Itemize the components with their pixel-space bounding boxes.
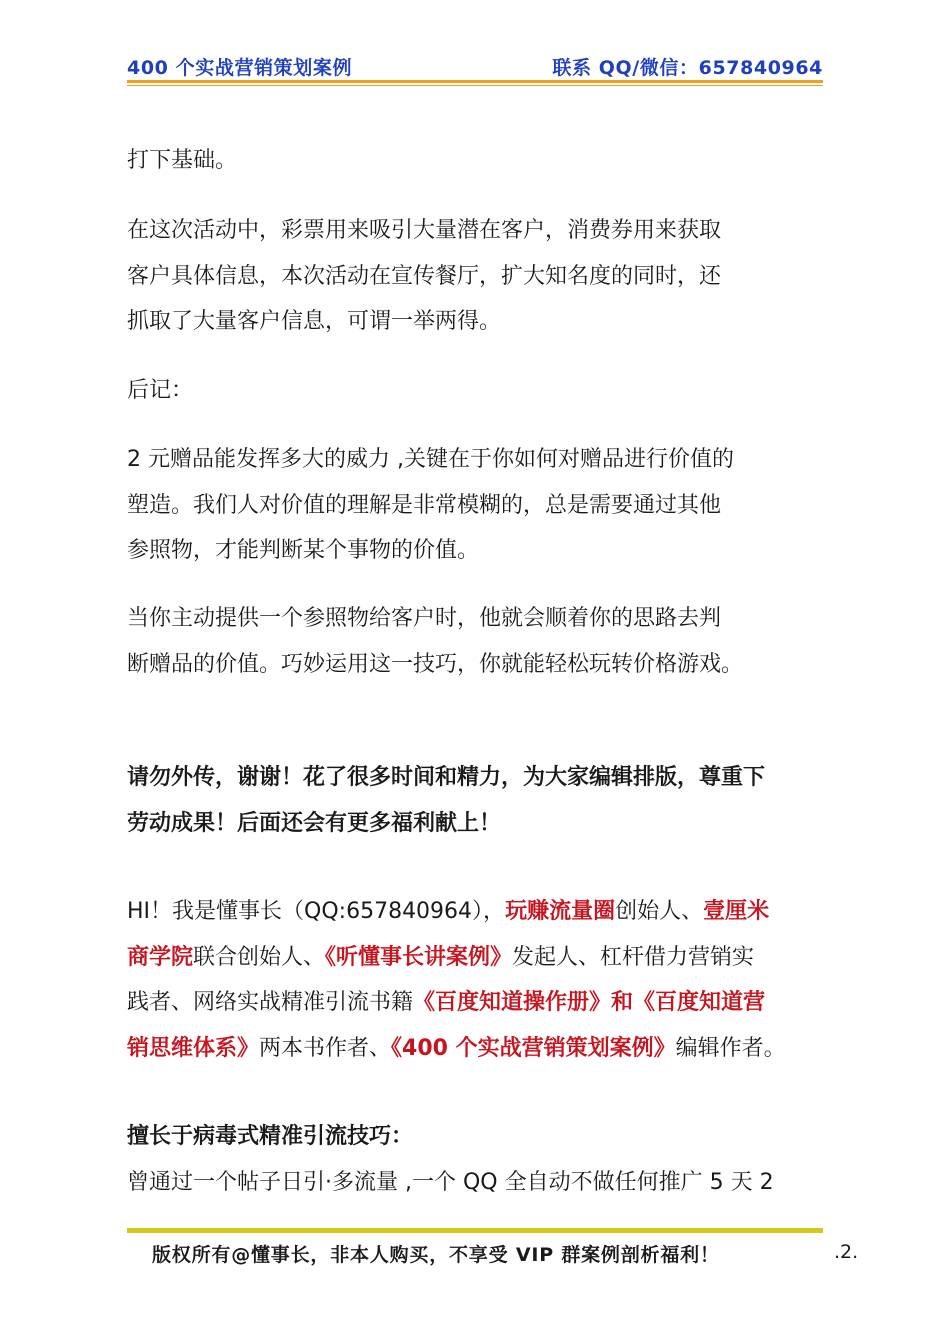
- text-line: 后记：: [127, 378, 194, 403]
- text-line: 劳动成果！后面还会有更多福利献上！: [127, 810, 502, 836]
- text-line: 客户具体信息，本次活动在宣传餐厅，扩大知名度的同时，还: [127, 263, 722, 289]
- bio-paragraph: [127, 889, 827, 1071]
- page-number: .2.: [834, 1241, 859, 1263]
- highlight-text: 《400 个实战营销策划案例》: [391, 1035, 676, 1061]
- text-line: 请勿外传，谢谢！花了很多时间和精力，为大家编辑排版，尊重下: [127, 765, 766, 790]
- text-line: 曾通过一个帖子日引·多流量 ,一个 QQ 全自动不做任何推广 5 天 2: [127, 1169, 774, 1195]
- highlight-text: 《听懂事长讲案例》: [325, 944, 513, 970]
- highlight-text: 商学院: [127, 944, 194, 970]
- highlight-text: 壹厘米: [703, 899, 770, 924]
- bio-text: 编辑作者。: [675, 1035, 786, 1061]
- bio-text: 两本书作者、: [259, 1035, 392, 1061]
- footer-copyright: 版权所有@懂事长，非本人购买，不享受 VIP 群案例剖析福利！: [152, 1244, 720, 1266]
- notice-paragraph: [127, 755, 827, 846]
- text-line: 抓取了大量客户信息，可谓一举两得。: [127, 309, 502, 334]
- paragraph-5: [127, 596, 827, 687]
- text-line: 塑造。我们人对价值的理解是非常模糊的，总是需要通过其他: [127, 492, 722, 518]
- text-line: [127, 935, 827, 981]
- paragraph-2: [127, 208, 827, 345]
- bio-text: 践者、网络实战精准引流书籍: [127, 990, 414, 1015]
- text-line: 当你主动提供一个参照物给客户时，他就会顺着你的思路去判: [127, 606, 722, 631]
- text-line: 2 元赠品能发挥多大的威力 ,关键在于你如何对赠品进行价值的: [127, 447, 734, 472]
- bio-text: 发起人、杠杆借力营销实: [512, 944, 755, 970]
- bio-text: 联合创始人、: [193, 944, 326, 970]
- text-line: 打下基础。: [127, 148, 238, 173]
- skills-heading: 擅长于病毒式精准引流技巧：: [127, 1124, 414, 1149]
- text-line: 断赠品的价值。巧妙运用这一技巧，你就能轻松玩转价格游戏。: [127, 651, 744, 677]
- page-header: [127, 53, 823, 83]
- bio-text: HI！我是懂事长（QQ:657840964），: [127, 899, 506, 924]
- highlight-text: 《百度知道操作册》和《百度知道营: [413, 990, 766, 1015]
- skills-paragraph: [127, 1114, 827, 1205]
- bio-text: 创始人、: [615, 899, 704, 924]
- paragraph-1: [127, 138, 827, 184]
- header-title: 400 个实战营销策划案例: [127, 57, 353, 79]
- highlight-text: 玩赚流量圈: [505, 899, 616, 924]
- footer-rule: [127, 1228, 823, 1233]
- text-line: [127, 889, 827, 935]
- header-rule-thin: [127, 85, 823, 86]
- highlight-text: 销思维体系》: [127, 1035, 260, 1061]
- text-line: 参照物，才能判断某个事物的价值。: [127, 538, 480, 563]
- header-rule-thick: [127, 80, 823, 83]
- text-line: [127, 1026, 827, 1072]
- afterword-heading: [127, 368, 827, 414]
- paragraph-4: [127, 437, 827, 574]
- text-line: 在这次活动中，彩票用来吸引大量潜在客户，消费券用来获取: [127, 218, 722, 243]
- header-contact: 联系 QQ/微信：657840964: [552, 57, 823, 79]
- text-line: [127, 980, 827, 1026]
